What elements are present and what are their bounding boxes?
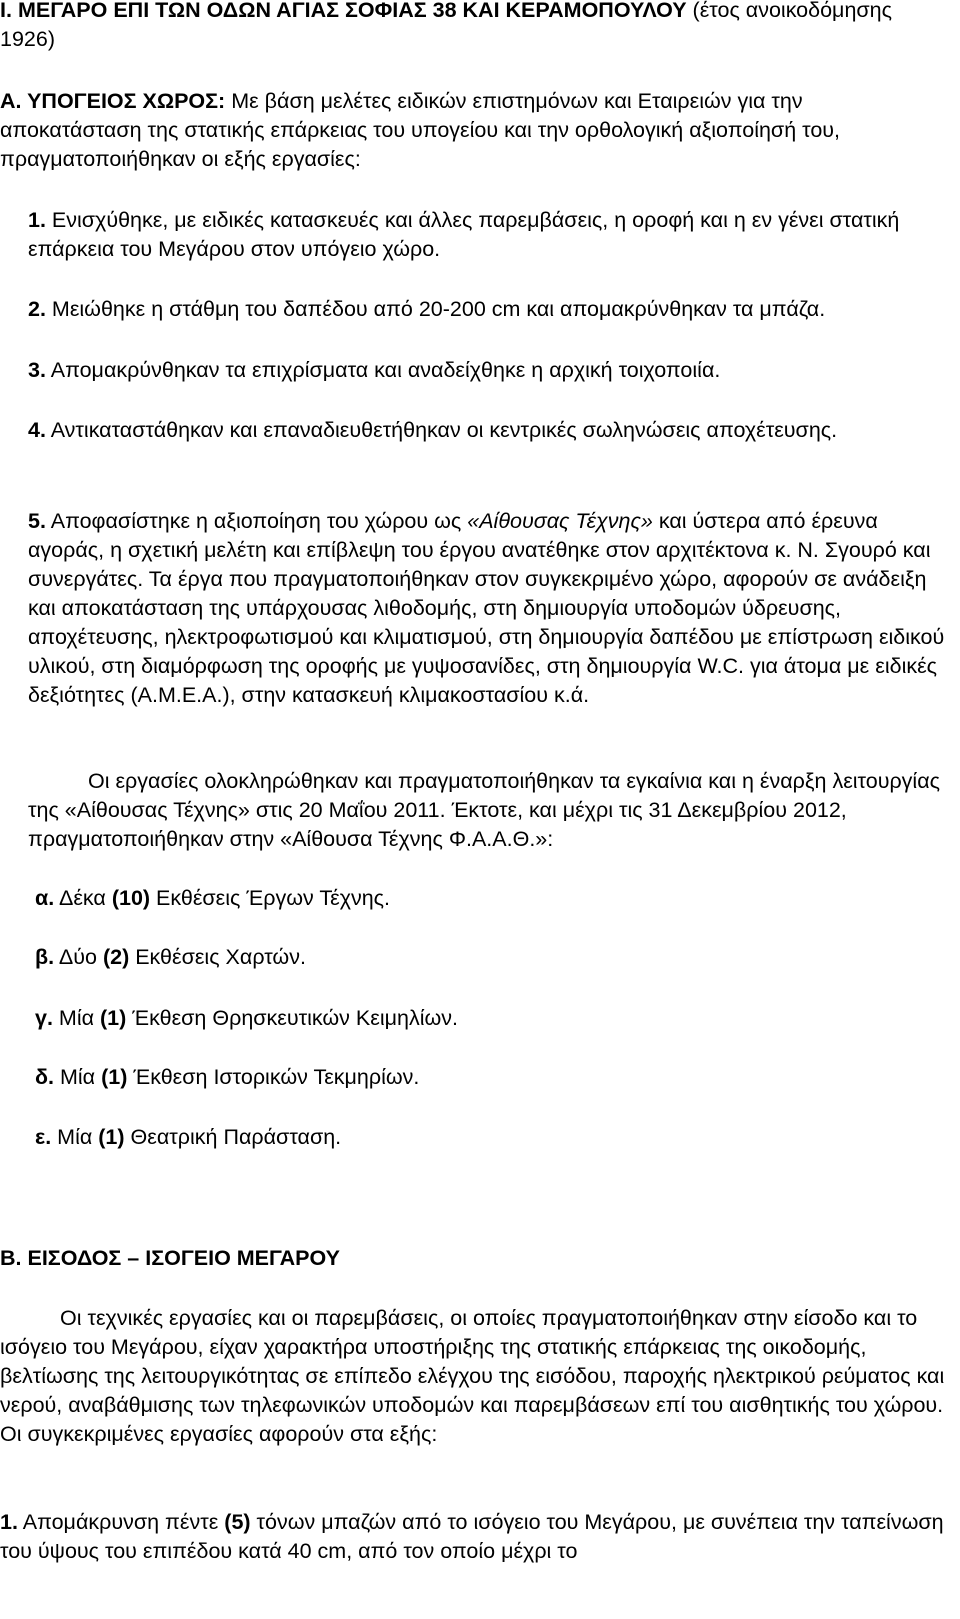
- list-item: [28, 206, 950, 264]
- list-item-number: 4.: [28, 418, 46, 442]
- list-item-5: [28, 507, 950, 710]
- event-text: Θεατρική Παράσταση.: [124, 1125, 342, 1149]
- art-hall-name: «Αίθουσας Τέχνης»: [467, 509, 653, 533]
- event-count: (1): [98, 1125, 125, 1149]
- section-a-intro-text: Με βάση μελέτες ειδικών επιστημόνων και Εταιρειών για την αποκατάσταση της στατικής επάρκειας του υπογείου και την ορθολογική αξιοποίησή του, πραγματοποιήθηκαν οι εξής εργασίες:: [0, 89, 841, 171]
- event-text: Μία: [54, 1065, 102, 1089]
- event-text: Εκθέσεις Έργων Τέχνης.: [150, 886, 391, 910]
- list-item-text: Μειώθηκε η στάθμη του δαπέδου από 20-200 cm και απομακρύνθηκαν τα μπάζα.: [45, 297, 826, 321]
- event-item: [35, 1004, 950, 1033]
- event-text: Έκθεση Ιστορικών Τεκμηρίων.: [127, 1065, 420, 1089]
- section-i-heading: [0, 0, 950, 54]
- event-letter: γ.: [35, 1006, 53, 1030]
- event-count: (1): [100, 1006, 127, 1030]
- event-item: [35, 1123, 950, 1152]
- section-a-intro: [0, 87, 950, 174]
- section-b-heading: [0, 1244, 950, 1273]
- event-count: (2): [102, 945, 130, 969]
- section-i-title: ΜΕΓΑΡΟ ΕΠΙ ΤΩΝ ΟΔΩΝ ΑΓΙΑΣ ΣΟΦΙΑΣ 38 ΚΑΙ ΚΕΡΑΜΟΠΟΥΛΟΥ: [17, 0, 687, 22]
- event-letter: δ.: [35, 1065, 55, 1089]
- event-text: Μία: [52, 1006, 101, 1030]
- event-letter: β.: [35, 945, 55, 969]
- list-item: [28, 416, 950, 445]
- section-b-item: [0, 1508, 950, 1566]
- event-count: (1): [101, 1065, 128, 1089]
- tonnage-count: (5): [224, 1510, 251, 1534]
- event-text: Δύο: [54, 945, 103, 969]
- section-b-title: Β. ΕΙΣΟΔΟΣ – ΙΣΟΓΕΙΟ ΜΕΓΑΡΟΥ: [0, 1246, 340, 1270]
- event-item: [35, 943, 950, 972]
- list-item-text-continued: και ύστερα από έρευνα αγοράς, η σχετική μελέτη και επίβλεψη του έργου ανατέθηκε στον αρχιτέκτονα κ. Ν. Σγουρό και συνεργάτες. Τα έργα που πραγματοποιήθηκαν στον συγκεκριμένο χώρο, αφορούν σε ανάδειξη και αποκατάσταση της υπάρχουσας λιθοδομής, στη δημιουργία υποδομών ύδρευσης, αποχέτευσης, ηλεκτροφωτισμού και κλιματισμού, στη δημιουργία δαπέδου με επίστρωση ειδικού υλικού, στη διαμόρφωση της οροφής με γυψοσανίδες, στη δημιουργία W.C. για άτομα με ειδικές δεξιότητες (Α.Μ.Ε.Α.), στην κατασκευή κλιμακοστασίου κ.ά.: [28, 509, 945, 707]
- list-item-text: Αντικαταστάθηκαν και επαναδιευθετήθηκαν οι κεντρικές σωληνώσεις αποχέτευσης.: [45, 418, 838, 442]
- list-item: [28, 295, 950, 324]
- section-a-label: Α. ΥΠΟΓΕΙΟΣ ΧΩΡΟΣ:: [0, 89, 226, 113]
- list-item-text: Ενισχύθηκε, με ειδικές κατασκευές και άλλες παρεμβάσεις, η οροφή και η εν γένει στατική επάρκεια του Μεγάρου στον υπόγειο χώρο.: [28, 208, 900, 261]
- event-text: Εκθέσεις Χαρτών.: [129, 945, 306, 969]
- list-item-text: Απομάκρυνση πέντε: [17, 1510, 225, 1534]
- list-item-text-continued: τόνων μπαζών από το ισόγειο του Μεγάρου, με συνέπεια την ταπείνωση του ύψους του επιπέδου κατά 40 cm, από τον οποίο μέχρι το: [0, 1510, 944, 1563]
- list-item-number: 2.: [28, 297, 46, 321]
- list-item-text: Απομακρύνθηκαν τα επιχρίσματα και αναδείχθηκε η αρχική τοιχοποιία.: [45, 358, 721, 382]
- list-item-text: Αποφασίστηκε η αξιοποίηση του χώρου ως: [45, 509, 468, 533]
- list-item-number: 1.: [0, 1510, 18, 1534]
- event-item: [35, 1063, 950, 1092]
- list-item: [28, 356, 950, 385]
- event-text: Έκθεση Θρησκευτικών Κειμηλίων.: [126, 1006, 458, 1030]
- list-item-number: 5.: [28, 509, 46, 533]
- summary-paragraph: Οι εργασίες ολοκληρώθηκαν και πραγματοποιήθηκαν τα εγκαίνια και η έναρξη λειτουργίας της «Αίθουσας Τέχνης» στις 20 Μαΐου 2011. Έκτοτε, και μέχρι τις 31 Δεκεμβρίου 2012, πραγματοποιήθηκαν στην «Αίθουσα Τέχνης Φ.Α.Α.Θ.»:: [28, 769, 941, 851]
- event-count: (10): [111, 886, 151, 910]
- list-item-number: 1.: [28, 208, 46, 232]
- section-i-number: Ι.: [0, 0, 12, 22]
- section-i-note: (έτος ανοικοδόμησης 1926): [0, 0, 892, 51]
- event-letter: α.: [35, 886, 55, 910]
- event-text: Δέκα: [54, 886, 112, 910]
- section-b-intro: Οι τεχνικές εργασίες και οι παρεμβάσεις, οι οποίες πραγματοποιήθηκαν στην είσοδο και το ισόγειο του Μεγάρου, είχαν χαρακτήρα υποστήριξης της στατικής επάρκειας της οικοδομής, βελτίωσης της λειτουργικότητας σε επίπεδο ελέγχου της εισόδου, παροχής ηλεκτρικού ρεύματος και νερού, αναβάθμισης των τηλεφωνικών υποδομών και παρεμβάσεων επί του αισθητικής του χώρου. Οι συγκεκριμένες εργασίες αφορούν στα εξής:: [0, 1306, 945, 1446]
- event-letter: ε.: [35, 1125, 52, 1149]
- event-item: [35, 884, 950, 913]
- event-text: Μία: [51, 1125, 99, 1149]
- list-item-number: 3.: [28, 358, 46, 382]
